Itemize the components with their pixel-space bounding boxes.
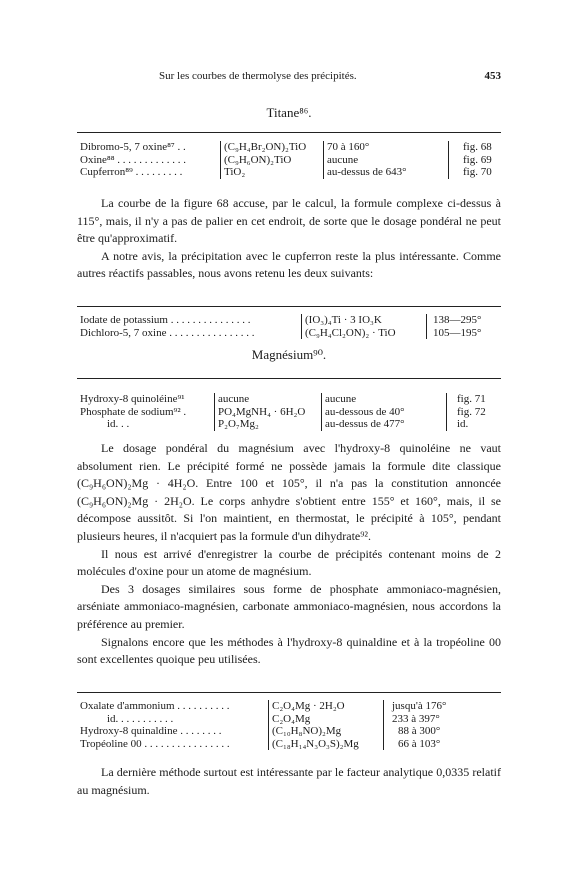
range-cell: aucune [322, 393, 447, 406]
formula-cell: (C₁₀H₈NO)₂Mg [269, 725, 384, 738]
formula-cell: (C₉H₄Cl₂ON)₂ · TiO [302, 327, 427, 340]
fig-cell: fig. 68 [449, 141, 502, 154]
paragraph: A notre avis, la précipitation avec le cupferron reste la plus intéressante. Comme autres réactifs passables, nous avons retenu les deux suivants: [77, 248, 501, 281]
fig-cell: fig. 69 [449, 154, 502, 167]
table-row [77, 725, 501, 738]
running-title: Sur les courbes de thermolyse des précipités. [159, 70, 357, 82]
section-heading-titane: Titane⁸⁶. [266, 105, 312, 120]
range-cell: 105—195° [427, 327, 502, 340]
formula-cell: (C₉H₄Br₂ON)₂TiO [221, 141, 324, 154]
paragraph: Signalons encore que les méthodes à l'hydroxy-8 quinaldine et à la tropéoline 00 sont excellentes quoique peu utilisées. [77, 634, 501, 667]
reagent-cell: id. . . . . . . . . . . [107, 712, 174, 725]
formula-cell: TiO₂ [221, 166, 324, 179]
table-row [77, 314, 501, 327]
magnesium-table [77, 393, 501, 431]
table-row [77, 700, 501, 713]
table-rule [77, 378, 501, 379]
reagent-cell: Tropéoline 00 . . . . . . . . . . . . . . . . [80, 737, 230, 750]
formula-cell: (C₁₈H₁₄N₃O₃S)₂Mg [269, 738, 384, 751]
range-cell: au-dessus de 643° [324, 166, 449, 179]
formula-cell: PO₄MgNH₄ · 6H₂O [215, 406, 322, 419]
formula-cell: (IO₃)₄Ti · 3 IO₃K [302, 314, 427, 327]
fig-cell: fig. 72 [447, 406, 502, 419]
table-row [77, 418, 501, 431]
table-rule [77, 132, 501, 133]
range-cell: 88 à 300° [384, 725, 502, 738]
range-cell: 138—295° [427, 314, 502, 327]
table-row [77, 393, 501, 406]
paragraph: Des 3 dosages similaires sous forme de phosphate ammoniaco-magnésien, arséniate ammoniaco-magnésien, carbonate ammoniaco-magnésien, nous accordons la préférence au premier. [77, 581, 501, 631]
formula-cell: aucune [215, 393, 322, 406]
table-row [77, 327, 501, 340]
range-cell: au-dessous de 40° [322, 406, 447, 419]
reagent-cell: Dichloro-5, 7 oxine . . . . . . . . . . . . . . . . [80, 326, 255, 339]
table-row [77, 738, 501, 751]
formula-cell: P₂O₇Mg₂ [215, 418, 322, 431]
page-number: 453 [484, 70, 501, 82]
reagent-cell: Oxine⁸⁸ . . . . . . . . . . . . . [80, 153, 187, 166]
magnesium-body [77, 440, 501, 669]
paragraph: La courbe de la figure 68 accuse, par le calcul, la formule complexe ci-dessus à 115°, mais, il n'y a pas de palier en cet endroit, de sorte que le dosage pondéral ne peut être qu'approximatif. [77, 196, 501, 246]
table-row [77, 166, 501, 179]
paragraph: Il nous est arrivé d'enregistrer la courbe de précipités contenant moins de 2 molécules d'oxine pour un atome de magnésium. [77, 546, 501, 579]
reagent-cell: Cupferron⁸⁹ . . . . . . . . . [80, 166, 183, 179]
table-row [77, 154, 501, 167]
range-cell: jusqu'à 176° [384, 700, 502, 713]
range-cell: 70 à 160° [324, 141, 449, 154]
magnesium-table-2 [77, 700, 501, 750]
fig-cell: fig. 71 [447, 393, 502, 406]
reagent-cell: Phosphate de sodium⁹² . [80, 405, 187, 418]
formula-cell: (C₉H₆ON)₂TiO [221, 154, 324, 167]
section-heading-magnesium: Magnésium⁹⁰. [251, 347, 327, 362]
reagent-cell: id. . . [107, 418, 130, 431]
range-cell: 66 à 103° [384, 738, 502, 751]
table-row [77, 141, 501, 154]
range-cell: 233 à 397° [384, 713, 502, 726]
table-rule [77, 306, 501, 307]
table-row [77, 406, 501, 419]
formula-cell: C₂O₄Mg [269, 713, 384, 726]
formula-cell: C₂O₄Mg · 2H₂O [269, 700, 384, 713]
reagent-cell: Oxalate d'ammonium . . . . . . . . . . [80, 700, 230, 712]
titane-body [77, 195, 501, 283]
titane-table-2 [77, 314, 501, 339]
fig-cell: id. [447, 418, 502, 431]
reagent-cell: Hydroxy-8 quinoléine⁹¹ [80, 393, 185, 405]
fig-cell: fig. 70 [449, 166, 502, 179]
paragraph: Le dosage pondéral du magnésium avec l'hydroxy-8 quinoléine ne vaut absolument rien. Le précipité formé ne possède jamais la formule dite classique (C₉H₆ON)₂Mg · 4H₂O. Entre 100 et 105°, il n'a pas la constitution annoncée (C₉H₆ON)₂Mg · 2H₂O. Le corps anhydre s'obtient entre 155° et 160°, mais, il se décompose aussitôt. Si l'on maintient, en thermostat, le précipité à 105°, pendant plusieurs heures, il n'acquiert pas la formule d'un dihydrate⁹². [77, 441, 501, 543]
range-cell: aucune [324, 154, 449, 167]
reagent-cell: Dibromo-5, 7 oxine⁸⁷ . . [80, 141, 186, 153]
magnesium-closing [77, 764, 501, 799]
reagent-cell: Iodate de potassium . . . . . . . . . . . . . . . [80, 314, 251, 326]
range-cell: au-dessus de 477° [322, 418, 447, 431]
reagent-cell: Hydroxy-8 quinaldine . . . . . . . . [80, 725, 222, 738]
table-rule [77, 692, 501, 693]
titane-table [77, 141, 501, 179]
table-row [77, 713, 501, 726]
paragraph: La dernière méthode surtout est intéressante par le facteur analytique 0,0335 relatif au magnésium. [77, 765, 501, 797]
